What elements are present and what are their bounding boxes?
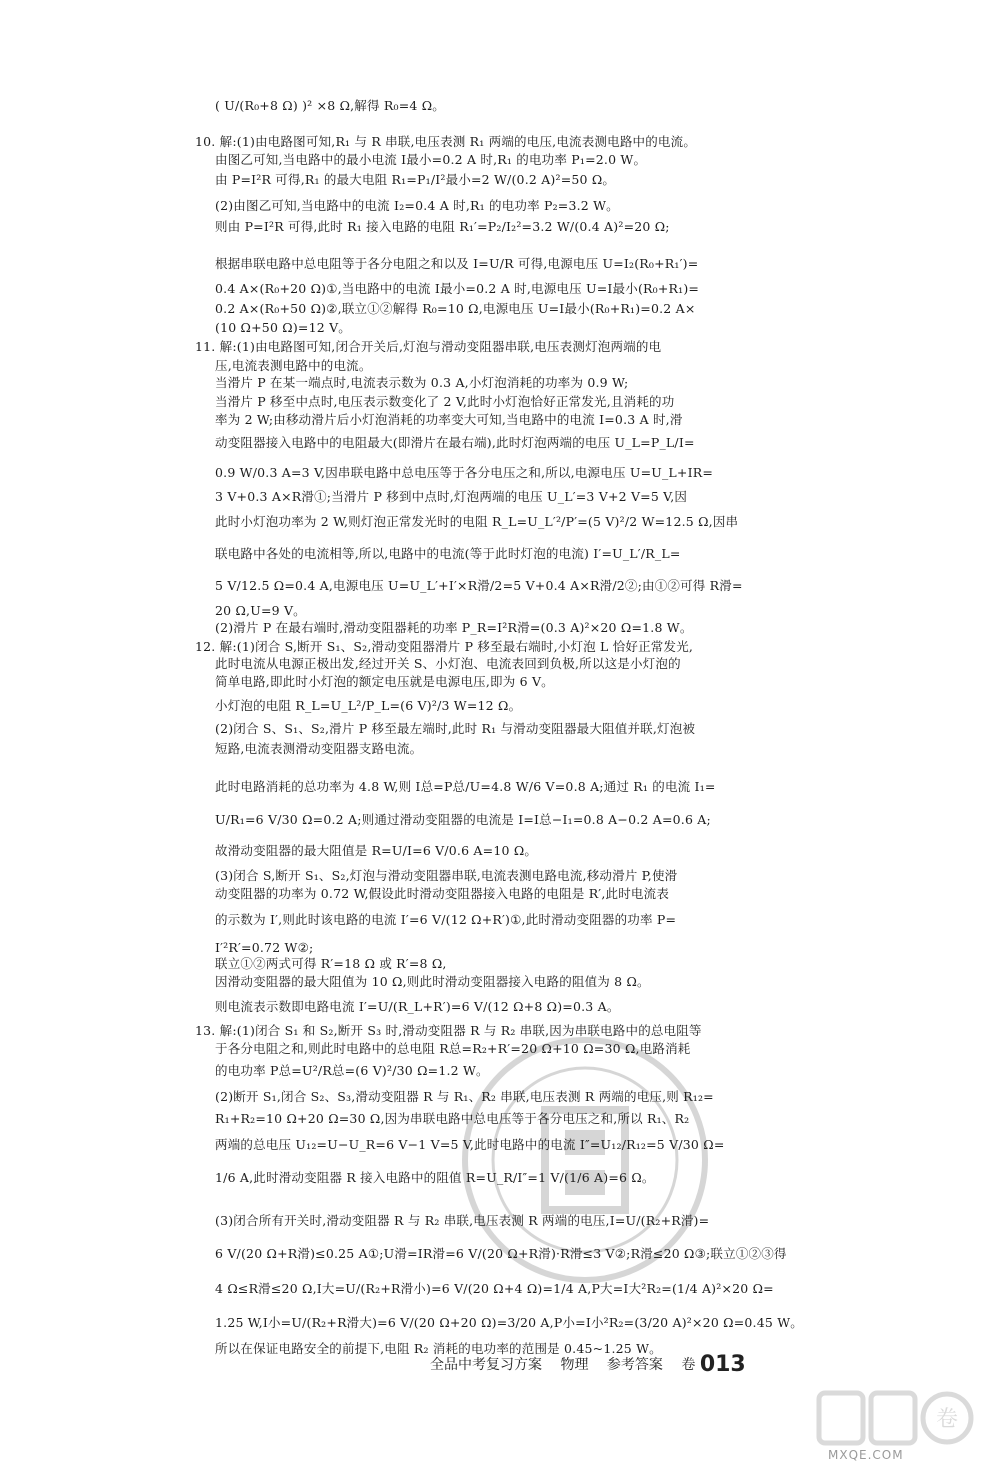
text-line-content: 10. 解:(1)由电路图可知,R₁ 与 R 串联,电压表测 R₁ 两端的电压,电流表测电路中的电流。	[195, 134, 697, 149]
text-line-content: 率为 2 W;由移动滑片后小灯泡消耗的功率变大可知,当电路中的电流 I=0.3 A 时,滑	[215, 412, 683, 427]
text-line-content: 当滑片 P 在某一端点时,电流表示数为 0.3 A,小灯泡消耗的功率为 0.9 W;	[215, 375, 629, 390]
circular-stamp-watermark	[455, 1030, 715, 1290]
text-line-content: (2)滑片 P 在最右端时,滑动变阻器耗的功率 P_R=I²R滑=(0.3 A)²×20 Ω=1.8 W。	[215, 620, 693, 635]
text-line-content: 故滑动变阻器的最大阻值是 R=U/I=6 V/0.6 A=10 Ω。	[215, 843, 538, 858]
text-line-content: 的电功率 P总=U²/R总=(6 V)²/30 Ω=1.2 W。	[215, 1063, 489, 1078]
text-line-content: (2)由图乙可知,当电路中的电流 I₂=0.4 A 时,R₁ 的电功率 P₂=3.2 W。	[215, 198, 619, 213]
footer-subject: 物理	[560, 1357, 589, 1373]
footer-book-title: 全品中考复习方案	[430, 1357, 542, 1373]
text-line-content: 由 P=I²R 可得,R₁ 的最大电阻 R₁=P₁/I²最小=2 W/(0.2 A)²=50 Ω。	[215, 172, 616, 187]
text-line-content: 小灯泡的电阻 R_L=U_L²/P_L=(6 V)²/3 W=12 Ω。	[215, 698, 522, 713]
text-line-content: (3)闭合所有开关时,滑动变阻器 R 与 R₂ 串联,电压表测 R 两端的电压,I=U/(R₂+R滑)=	[215, 1213, 710, 1228]
text-line-content: 5 V/12.5 Ω=0.4 A,电源电压 U=U_L′+I′×R滑/2=5 V+0.4 A×R滑/2②;由①②可得 R滑=	[215, 578, 743, 593]
text-line-content: 动变阻器接入电路中的电阻最大(即滑片在最右端),此时灯泡两端的电压 U_L=P_L/I=	[215, 435, 695, 450]
text-line-content: 此时小灯泡功率为 2 W,则灯泡正常发光时的电阻 R_L=U_L′²/P′=(5 V)²/2 W=12.5 Ω,因串	[215, 514, 739, 529]
text-line-content: 4 Ω≤R滑≤20 Ω,I大=U/(R₂+R滑小)=6 V/(20 Ω+4 Ω)=1/4 A,P大=I大²R₂=(1/4 A)²×20 Ω=	[215, 1281, 774, 1296]
text-line-content: 3 V+0.3 A×R滑①;当滑片 P 移到中点时,灯泡两端的电压 U_L′=3 V+2 V=5 V,因	[215, 489, 688, 504]
watermark-url: MXQE.COM	[828, 1448, 904, 1462]
text-line-content: 的示数为 I′,则此时该电路的电流 I′=6 V/(12 Ω+R′)①,此时滑动变阻器的功率 P=	[215, 912, 677, 927]
text-line-content: 因滑动变阻器的最大阻值为 10 Ω,则此时滑动变阻器接入电路的阻值为 8 Ω。	[215, 974, 650, 989]
text-line-content: 此时电流从电源正极出发,经过开关 S、小灯泡、电流表回到负极,所以这是小灯泡的	[215, 656, 681, 671]
text-line-content: 两端的总电压 U₁₂=U−U_R=6 V−1 V=5 V,此时电路中的电流 I″=U₁₂/R₁₂=5 V/30 Ω=	[215, 1137, 725, 1152]
text-line-content: 0.2 A×(R₀+50 Ω)②,联立①②解得 R₀=10 Ω,电源电压 U=I最小(R₀+R₁)=0.2 A×	[215, 301, 696, 316]
text-line-content: 1.25 W,I小=U/(R₂+R滑大)=6 V/(20 Ω+20 Ω)=3/20 A,P小=I小²R₂=(3/20 A)²×20 Ω=0.45 W。	[215, 1315, 803, 1330]
footer-answers: 参考答案	[606, 1357, 663, 1373]
text-line-content: 1/6 A,此时滑动变阻器 R 接入电路中的阻值 R=U_R/I″=1 V/(1/6 A)=6 Ω。	[215, 1170, 655, 1185]
text-line-content: 根据串联电路中总电阻等于各分电阻之和以及 I=U/R 可得,电源电压 U=I₂(R₀+R₁′)=	[215, 256, 699, 271]
text-line-content: 所以在保证电路安全的前提下,电阻 R₂ 消耗的电功率的范围是 0.45~1.25 W。	[215, 1341, 662, 1356]
text-line-content: 6 V/(20 Ω+R滑)≤0.25 A①;U滑=IR滑=6 V/(20 Ω+R滑)·R滑≤3 V②;R滑≤20 Ω③;联立①②③得	[215, 1246, 787, 1261]
text-line-content: 20 Ω,U=9 V。	[215, 603, 306, 618]
text-line-content: 简单电路,即此时小灯泡的额定电压就是电源电压,即为 6 V。	[215, 674, 554, 689]
text-line-content: 当滑片 P 移至中点时,电压表示数变化了 2 V,此时小灯泡恰好正常发光,且消耗的功	[215, 394, 675, 409]
text-line-content: 则由 P=I²R 可得,此时 R₁ 接入电路的电阻 R₁′=P₂/I₂²=3.2 W/(0.4 A)²=20 Ω;	[215, 219, 670, 234]
text-line-content: ( U/(R₀+8 Ω) )² ×8 Ω,解得 R₀=4 Ω。	[215, 98, 445, 113]
text-line-content: (10 Ω+50 Ω)=12 V。	[215, 320, 351, 335]
text-line-content: (2)闭合 S、S₁、S₂,滑片 P 移至最左端时,此时 R₁ 与滑动变阻器最大阻值并联,灯泡被	[215, 721, 696, 736]
text-line-content: 联立①②两式可得 R′=18 Ω 或 R′=8 Ω,	[215, 956, 447, 971]
text-line-content: (3)闭合 S,断开 S₁、S₂,灯泡与滑动变阻器串联,电流表测电路电流,移动滑片 P,使滑	[215, 868, 678, 883]
text-line-content: I′²R′=0.72 W②;	[215, 940, 314, 955]
text-line-content: 11. 解:(1)由电路图可知,闭合开关后,灯泡与滑动变阻器串联,电压表测灯泡两端的电	[195, 339, 662, 354]
text-line-content: 压,电流表测电路中的电流。	[215, 358, 372, 373]
text-line-content: 12. 解:(1)闭合 S,断开 S₁、S₂,滑动变阻器滑片 P 移至最右端时,小灯泡 L 恰好正常发光,	[195, 639, 694, 654]
text-line-content: 此时电路消耗的总功率为 4.8 W,则 I总=P总/U=4.8 W/6 V=0.8 A;通过 R₁ 的电流 I₁=	[215, 779, 716, 794]
page-number: 013	[699, 1352, 746, 1377]
text-line-content: (2)断开 S₁,闭合 S₂、S₃,滑动变阻器 R 与 R₁、R₂ 串联,电压表测 R 两端的电压,则 R₁₂=	[215, 1089, 714, 1104]
text-line-content: 由图乙可知,当电路中的最小电流 I最小=0.2 A 时,R₁ 的电功率 P₁=2.0 W。	[215, 152, 647, 167]
text-line-content: U/R₁=6 V/30 Ω=0.2 A;则通过滑动变阻器的电流是 I=I总−I₁=0.8 A−0.2 A=0.6 A;	[215, 812, 711, 827]
text-line-content: 0.4 A×(R₀+20 Ω)①,当电路中的电流 I最小=0.2 A 时,电源电压 U=I最小(R₀+R₁)=	[215, 281, 700, 296]
text-line-content: 13. 解:(1)闭合 S₁ 和 S₂,断开 S₃ 时,滑动变阻器 R 与 R₂ 串联,因为串联电路中的总电阻等	[195, 1023, 702, 1038]
page-footer	[430, 1352, 746, 1377]
logo-vol-glyph: 卷	[935, 1407, 959, 1432]
text-line-content: 联电路中各处的电流相等,所以,电路中的电流(等于此时灯泡的电流) I′=U_L′/R_L=	[215, 546, 681, 561]
footer-volume: 卷	[681, 1357, 696, 1373]
text-line-content: R₁+R₂=10 Ω+20 Ω=30 Ω,因为串联电路中总电压等于各分电压之和,所以 R₁、R₂	[215, 1111, 690, 1126]
text-line-content: 动变阻器的功率为 0.72 W,假设此时滑动变阻器接入电路的电阻是 R′,此时电流表	[215, 886, 670, 901]
text-line-content: 则电流表示数即电路电流 I′=U/(R_L+R′)=6 V/(12 Ω+8 Ω)=0.3 A。	[215, 999, 620, 1014]
text-line-content: 0.9 W/0.3 A=3 V,因串联电路中总电压等于各分电压之和,所以,电源电压 U=U_L+IR=	[215, 465, 714, 480]
text-line-content: 于各分电阻之和,则此时电路中的总电阻 R总=R₂+R′=20 Ω+10 Ω=30 Ω,电路消耗	[215, 1041, 691, 1056]
text-line-content: 短路,电流表测滑动变阻器支路电流。	[215, 741, 423, 756]
